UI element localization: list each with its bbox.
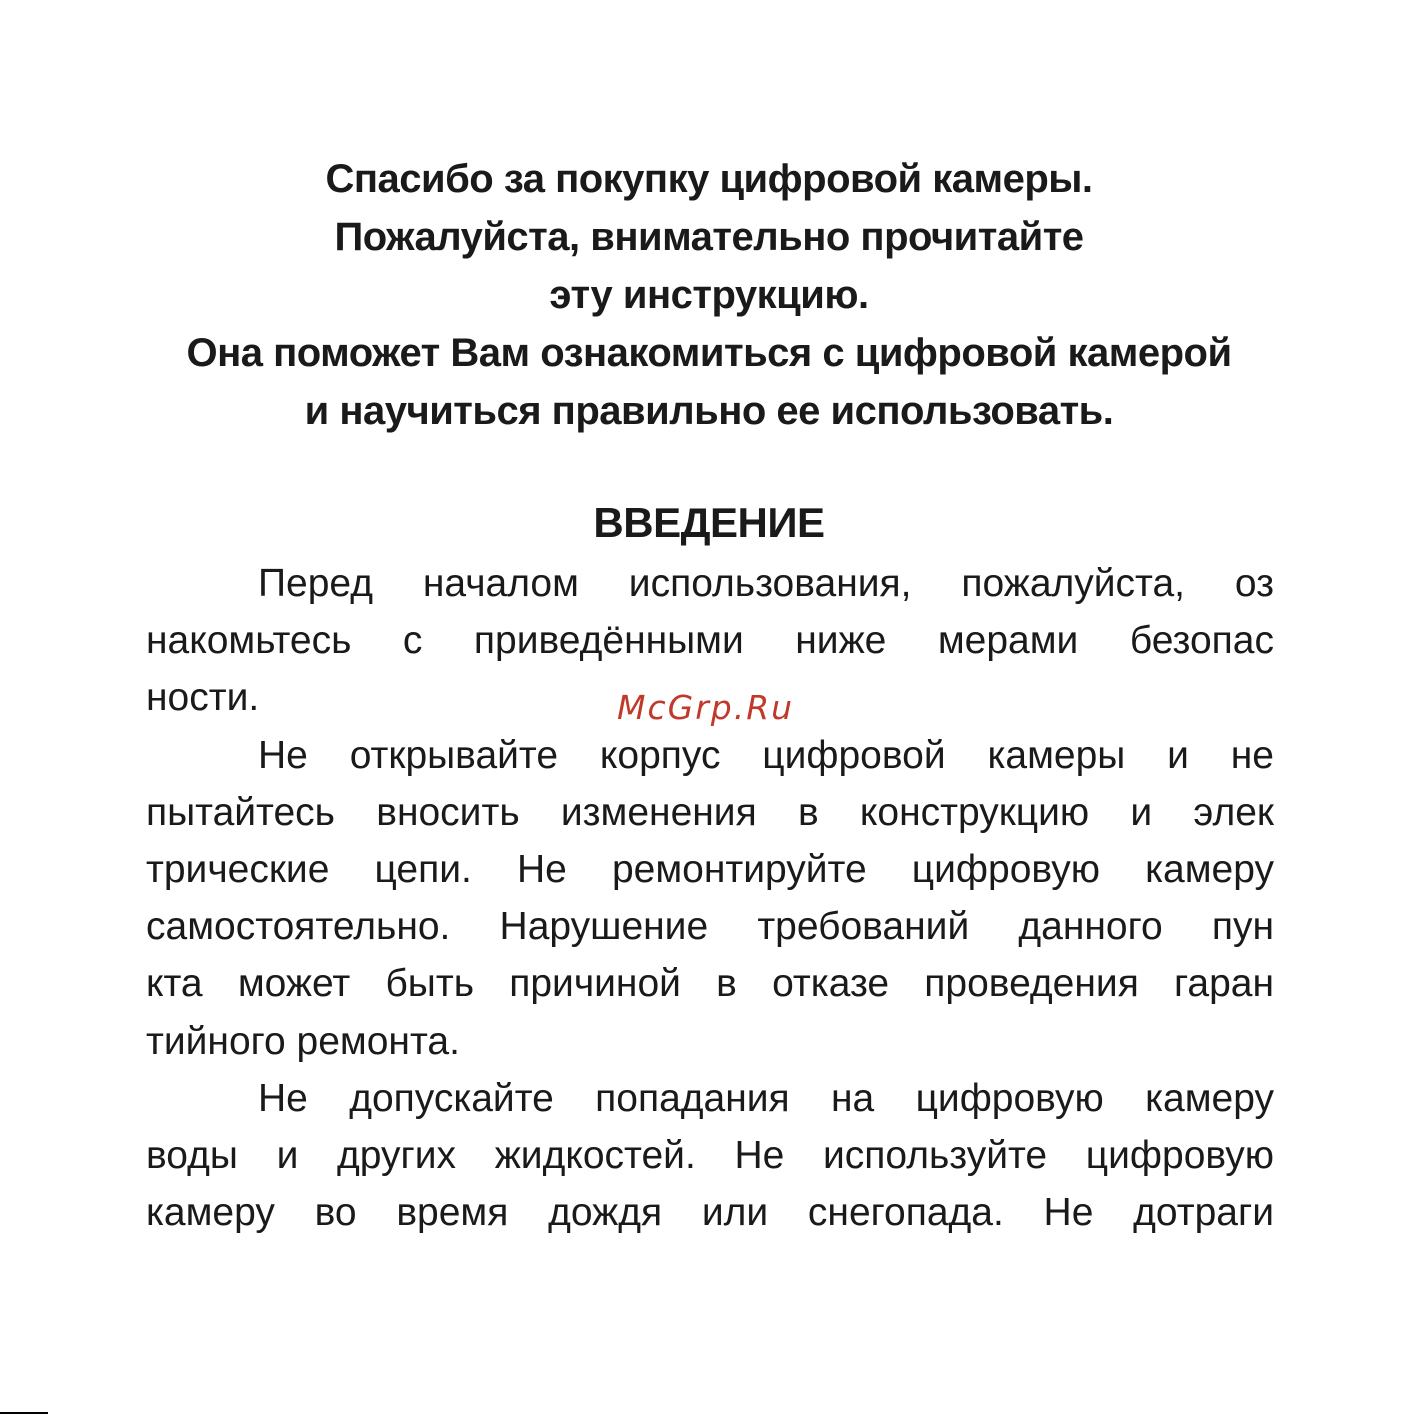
intro-line: Пожалуйста, внимательно прочитайте [334,215,1084,259]
text-line: Не открывайте корпус цифровой камеры и не [258,733,1274,777]
text-line: Не допускайте попадания на цифровую камеру [258,1076,1274,1120]
text-line: пытайтесь вносить изменения в конструкцию и элек [146,790,1274,834]
text-line: ности. [146,676,260,720]
intro-line: эту инструкцию. [549,273,869,317]
intro-block [100,150,1318,440]
body-text [146,555,1274,1241]
text-line: камеру во время дождя или снегопада. Не дотраги [146,1191,1274,1235]
text-line: трические цепи. Не ремонтируйте цифровую камеру [146,848,1274,892]
text-line: кта может быть причиной в отказе проведения гаран [146,962,1274,1006]
intro-line: Она поможет Вам ознакомиться с цифровой камерой [186,331,1232,375]
text-line: Перед началом использования, пожалуйста, оз [258,562,1274,605]
paragraph-no-liquids [146,1070,1274,1242]
intro-line: и научиться правильно ее использовать. [304,389,1114,433]
watermark-text: McGrp.Ru [617,688,795,727]
section-heading: ВВЕДЕНИЕ [593,499,825,546]
text-line: самостоятельно. Нарушение требований данного пун [146,905,1274,949]
text-line: накомьтесь с приведёнными ниже мерами безопас [146,619,1274,663]
text-line: воды и других жидкостей. Не используйте цифровую [146,1134,1274,1178]
text-line: тийного ремонта. [146,1019,460,1063]
paragraph-do-not-open [146,727,1274,1070]
crop-mark [0,1412,48,1414]
intro-line: Спасибо за покупку цифровой камеры. [325,157,1093,201]
